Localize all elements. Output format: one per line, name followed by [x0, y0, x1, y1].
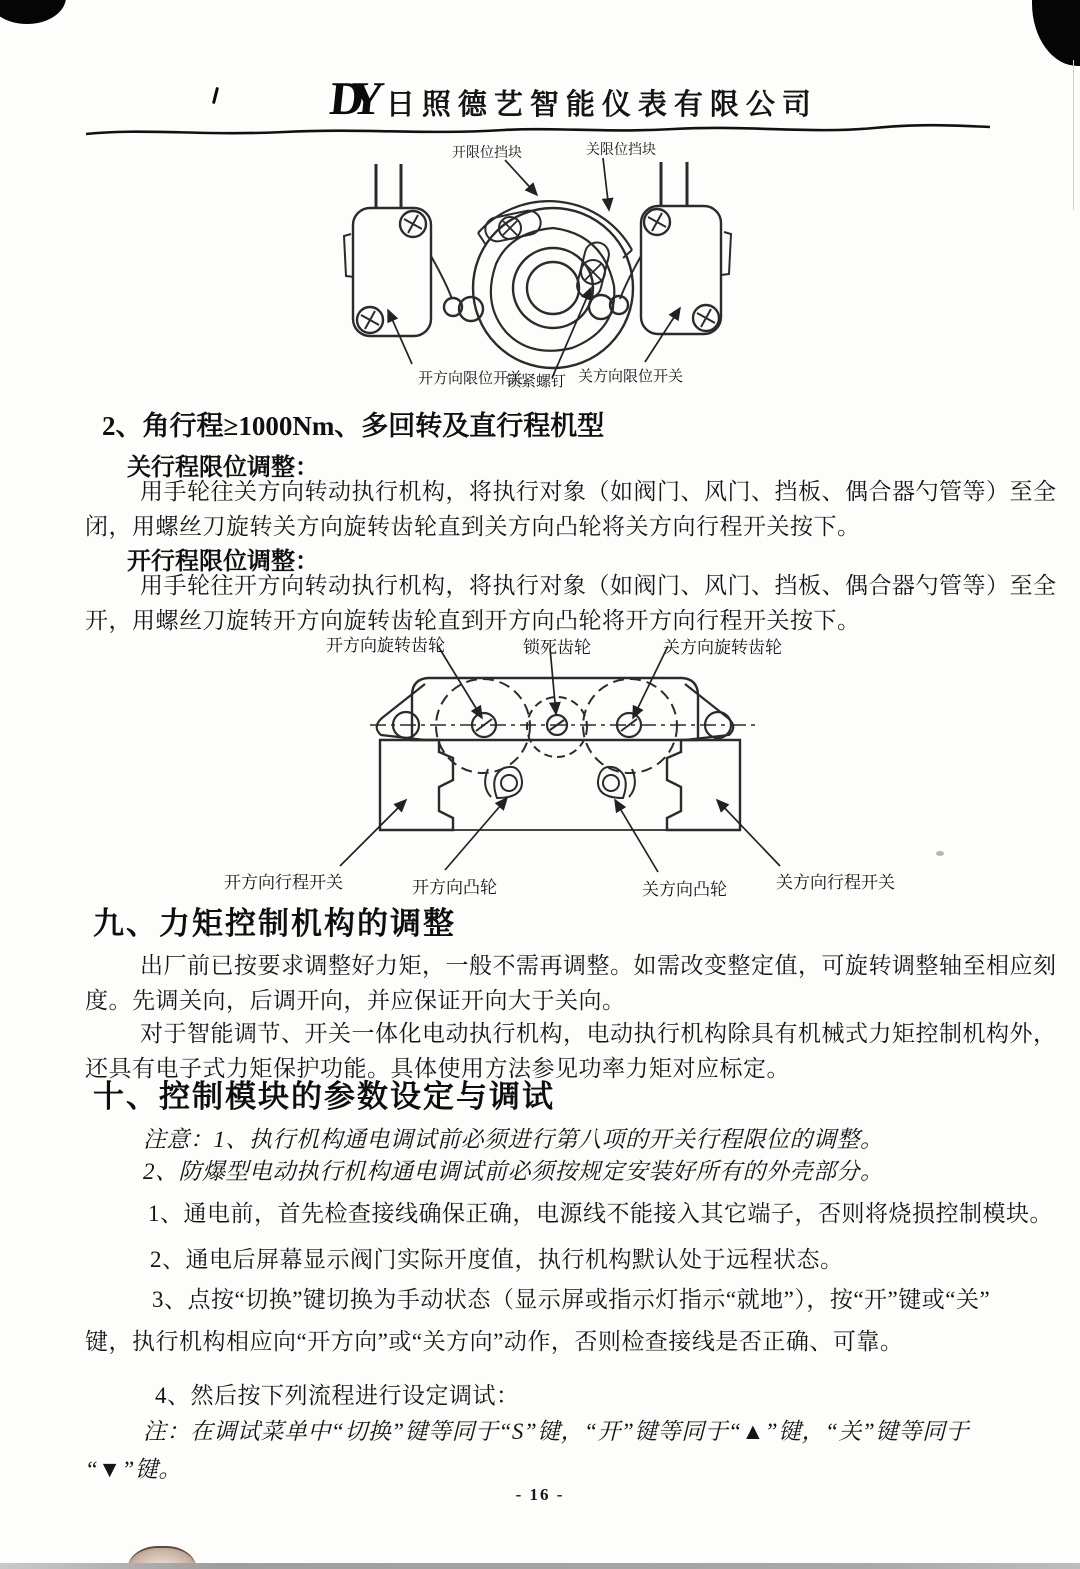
- section10-heading: 十、控制模块的参数设定与调试: [93, 1079, 555, 1114]
- open-travel-line2: 开，用螺丝刀旋转开方向旋转齿轮直到开方向凸轮将开方向行程开关按下。: [85, 608, 861, 633]
- scan-artifact-bottom-strip: [0, 1563, 1080, 1569]
- label-open-rotating-gear: 开方向旋转齿轮: [326, 636, 445, 655]
- scan-artifact-top-left-blob: [0, 0, 66, 24]
- scan-artifact-top-right-wedge: [1032, 0, 1080, 66]
- close-travel-line2: 闭，用螺丝刀旋转关方向旋转齿轮直到关方向凸轮将关方向行程开关按下。: [85, 514, 861, 539]
- right-limit-switch: [589, 162, 731, 334]
- label-locking-screw: 锁紧螺钉: [506, 374, 567, 390]
- left-limit-switch: [344, 164, 483, 336]
- section9-para2-line2: 还具有电子式力矩保护功能。具体使用方法参见功率力矩对应标定。: [85, 1056, 790, 1081]
- section10-note1: 注意：1、执行机构通电调试前必须进行第八项的开关行程限位的调整。: [143, 1127, 884, 1152]
- section10-step3-line1: 3、点按“切换”键切换为手动状态（显示屏或指示灯指示“就地”），按“开”键或“关”: [152, 1287, 991, 1312]
- label-close-travel-switch: 关方向行程开关: [776, 873, 895, 892]
- label-open-travel-switch: 开方向行程开关: [224, 873, 343, 892]
- company-name: 日照德艺智能仪表有限公司: [385, 89, 818, 121]
- diagram-gears-cams-drawing: [220, 628, 910, 900]
- label-open-direction-limit-switch: 开方向限位开关: [418, 371, 524, 387]
- page-number: - 16 -: [515, 1485, 565, 1504]
- section10-step4: 4、然后按下列流程进行设定调试：: [155, 1383, 520, 1408]
- section10-note3-line2: “▼”键。: [85, 1457, 182, 1482]
- switch-blocks: [380, 740, 740, 830]
- label-lock-gear: 锁死齿轮: [523, 638, 591, 657]
- scan-artifact-smudge: [936, 851, 944, 856]
- section10-step3-line2: 键，执行机构相应向“开方向”或“关方向”动作，否则检查接线是否正确、可靠。: [85, 1329, 904, 1354]
- company-logo: DY: [327, 73, 373, 125]
- section10-note2: 2、防爆型电动执行机构通电调试前必须按规定安装好所有的外壳部分。: [143, 1159, 884, 1184]
- label-close-cam: 关方向凸轮: [642, 880, 727, 899]
- label-open-limit-block: 开限位挡块: [452, 146, 522, 161]
- section9-para1-line1: 出厂前已按要求调整好力矩，一般不需再调整。如需改变整定值，可旋转调整轴至相应刻: [140, 953, 1057, 978]
- close-travel-line1: 用手轮往关方向转动执行机构，将执行对象（如阀门、风门、挡板、偶合器勺管等）至全: [140, 479, 1057, 504]
- section10-step2: 2、通电后屏幕显示阀门实际开度值，执行机构默认处于远程状态。: [150, 1247, 844, 1272]
- section2-heading: 2、角行程≥1000Nm、多回转及直行程机型: [102, 411, 605, 441]
- open-travel-line1: 用手轮往开方向转动执行机构，将执行对象（如阀门、风门、挡板、偶合器勺管等）至全: [140, 573, 1057, 598]
- scan-artifact-pen-mark: [212, 87, 219, 104]
- section9-heading: 九、力矩控制机构的调整: [93, 906, 456, 941]
- close-travel-title: 关行程限位调整：: [127, 455, 319, 481]
- diagram-gears-cams: [220, 628, 910, 900]
- diagram-limit-switches: [300, 138, 760, 403]
- section9-para1-line2: 度。先调关向，后调开向，并应保证开向大于关向。: [85, 988, 626, 1013]
- diagram-limit-switches-drawing: [300, 138, 760, 403]
- section9-para2-line1: 对于智能调节、开关一体化电动执行机构，电动执行机构除具有机械式力矩控制机构外，: [140, 1021, 1057, 1046]
- cam-assembly: [473, 201, 633, 368]
- label-close-rotating-gear: 关方向旋转齿轮: [663, 638, 782, 657]
- label-open-cam: 开方向凸轮: [412, 878, 497, 897]
- scan-artifact-edge-line: [1073, 60, 1074, 210]
- diagram2-leader-lines: [340, 646, 780, 872]
- section10-note3-line1: 注：在调试菜单中“切换”键等同于“S”键，“开”键等同于“▲”键，“关”键等同于: [143, 1419, 970, 1444]
- label-close-limit-block: 关限位挡块: [586, 143, 656, 158]
- open-travel-title: 开行程限位调整：: [127, 549, 319, 575]
- gears: [436, 679, 677, 773]
- label-close-direction-limit-switch: 关方向限位开关: [578, 369, 684, 385]
- cam-followers: [485, 767, 635, 798]
- section10-step1: 1、通电前，首先检查接线确保正确，电源线不能接入其它端子，否则将烧损控制模块。: [148, 1201, 1053, 1226]
